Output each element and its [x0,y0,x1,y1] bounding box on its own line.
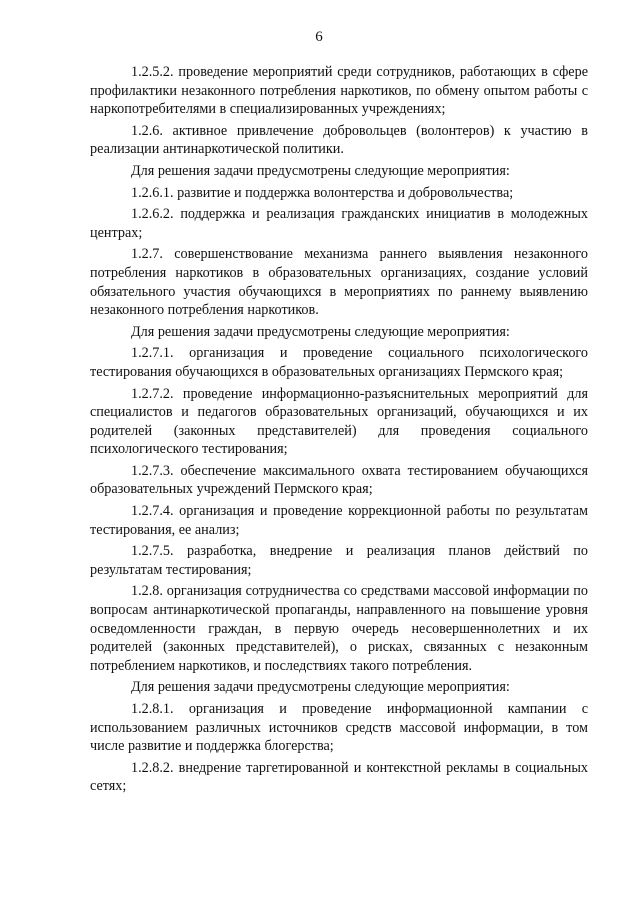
paragraph: 1.2.8. организация сотрудничества со средствами массовой информации по вопросам антинаркотической пропаганды, направленного на повышение уровня осведомленности граждан, в первую очередь несовершеннолетних и их родителей (законных представителей), о рисках, связанных с незаконным потреблением наркотиков, и последствиях такого потребления. [90,583,588,674]
paragraph: Для решения задачи предусмотрены следующие мероприятия: [131,323,510,340]
paragraph: 1.2.6. активное привлечение добровольцев (волонтеров) к участию в реализации антинаркотической политики. [90,122,588,158]
paragraph: 1.2.5.2. проведение мероприятий среди сотрудников, работающих в сфере профилактики незаконного потребления наркотиков, по обмену опытом работы с наркопотребителями в специализированных учреждениях; [90,64,588,118]
page-number: 6 [315,29,323,45]
paragraph: 1.2.7. совершенствование механизма раннего выявления незаконного потребления наркотиков в образовательных организациях, создание условий обязательного участия обучающихся в мероприятиях по раннему выявлению незаконного потребления наркотиков. [90,246,588,319]
paragraph: 1.2.7.2. проведение информационно-разъяснительных мероприятий для специалистов и педагогов образовательных организаций, обучающихся и их родителей (законных представителей) для проведения социального психологического тестирования; [90,385,588,458]
paragraph: Для решения задачи предусмотрены следующие мероприятия: [131,679,510,696]
document-body [90,63,588,796]
paragraph: 1.2.7.4. организация и проведение коррекционной работы по результатам тестирования, ее анализ; [90,503,588,538]
paragraph: 1.2.7.3. обеспечение максимального охвата тестированием обучающихся образовательных учреждений Пермского края; [90,462,588,498]
paragraph: Для решения задачи предусмотрены следующие мероприятия: [131,162,510,179]
paragraph: 1.2.8.1. организация и проведение информационной кампании с использованием различных источников средств массовой информации, в том числе развитие и поддержка блогерства; [90,701,588,755]
paragraph: 1.2.6.2. поддержка и реализация гражданских инициатив в молодежных центрах; [90,206,588,241]
paragraph: 1.2.7.5. разработка, внедрение и реализация планов действий по результатам тестирования; [90,543,588,578]
paragraph: 1.2.7.1. организация и проведение социального психологического тестирования обучающихся в образовательных организациях Пермского края; [90,345,588,380]
paragraph: 1.2.8.2. внедрение таргетированной и контекстной рекламы в социальных сетях; [90,759,588,795]
paragraph: 1.2.6.1. развитие и поддержка волонтерства и добровольчества; [131,184,514,201]
